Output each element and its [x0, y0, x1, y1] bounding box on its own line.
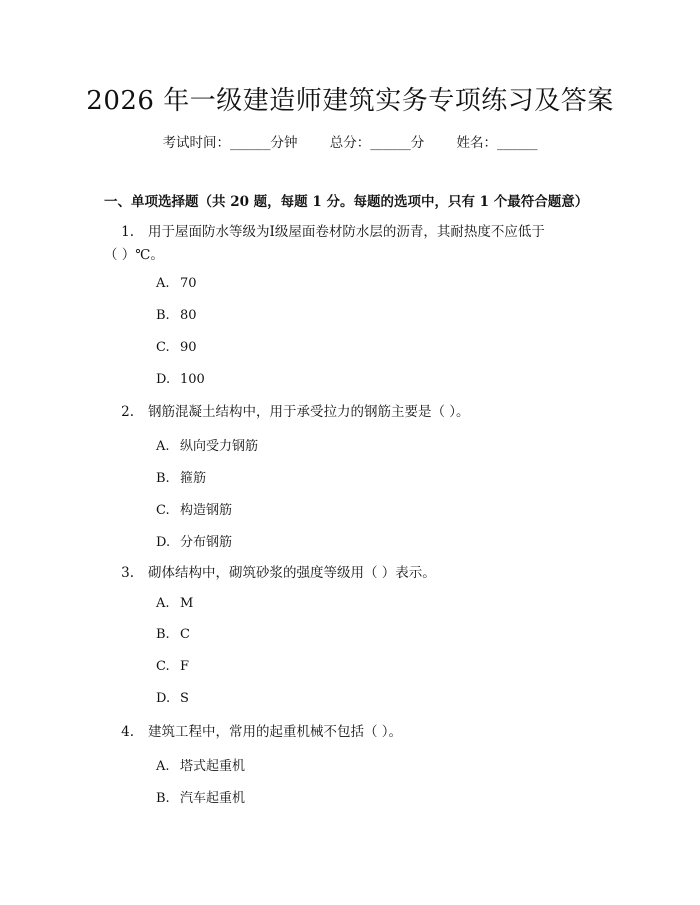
- question-1-continuation: （ ）℃。: [104, 247, 164, 263]
- option-text: 纵向受力钢筋: [180, 439, 259, 454]
- question-3: [104, 561, 594, 585]
- question-number: 4.: [121, 724, 134, 740]
- option-text: 构造钢筋: [180, 503, 233, 518]
- option-letter: B.: [156, 791, 170, 806]
- option-letter: D.: [156, 372, 171, 387]
- option-letter: B.: [156, 471, 170, 486]
- option-text: F: [180, 659, 190, 674]
- option-a[interactable]: [156, 755, 245, 774]
- option-letter: C.: [156, 503, 170, 518]
- option-text: 汽车起重机: [180, 791, 246, 806]
- option-text: S: [180, 691, 189, 706]
- exam-info: [0, 131, 700, 151]
- option-b[interactable]: [156, 787, 245, 806]
- option-text: 箍筋: [180, 471, 207, 486]
- option-d[interactable]: [156, 531, 232, 550]
- option-text: 分布钢筋: [180, 535, 233, 550]
- option-letter: A.: [156, 276, 170, 291]
- option-c[interactable]: [156, 499, 232, 518]
- option-letter: B.: [156, 627, 170, 642]
- option-c[interactable]: [156, 659, 189, 674]
- question-text: 砌体结构中，砌筑砂浆的强度等级用（ ）表示。: [148, 565, 436, 581]
- option-a[interactable]: [156, 596, 193, 611]
- option-d[interactable]: [156, 691, 189, 706]
- question-text: 用于屋面防水等级为Ⅰ级屋面卷材防水层的沥青，其耐热度不应低于: [148, 224, 545, 240]
- option-letter: A.: [156, 439, 170, 454]
- question-4: [104, 720, 594, 744]
- question-text: 钢筋混凝土结构中，用于承受拉力的钢筋主要是（ ）。: [148, 404, 470, 420]
- option-text: C: [180, 627, 190, 642]
- name-field: 姓名：______: [456, 135, 538, 151]
- option-b[interactable]: [156, 308, 197, 323]
- option-text: 70: [180, 276, 197, 291]
- option-letter: C.: [156, 659, 170, 674]
- option-text: 100: [180, 372, 205, 387]
- option-c[interactable]: [156, 340, 197, 355]
- option-text: M: [180, 596, 194, 611]
- option-letter: D.: [156, 535, 171, 550]
- question-2: [104, 400, 594, 424]
- total-score-field: 总分：______分: [329, 135, 425, 151]
- question-number: 1.: [121, 224, 134, 240]
- option-a[interactable]: [156, 435, 258, 454]
- option-b[interactable]: [156, 467, 206, 486]
- option-letter: A.: [156, 596, 170, 611]
- page-title: 2026 年一级建造师建筑实务专项练习及答案: [86, 86, 614, 116]
- option-d[interactable]: [156, 372, 205, 387]
- option-letter: A.: [156, 759, 170, 774]
- option-letter: B.: [156, 308, 170, 323]
- section-heading: 一、单项选择题（共 20 题，每题 1 分。每题的选项中，只有 1 个最符合题意）: [104, 194, 589, 210]
- question-number: 3.: [121, 565, 134, 581]
- option-letter: C.: [156, 340, 170, 355]
- exam-time-field: 考试时间：______分钟: [162, 135, 298, 151]
- question-1: [104, 220, 594, 244]
- option-text: 80: [180, 308, 197, 323]
- option-b[interactable]: [156, 627, 190, 642]
- question-number: 2.: [121, 404, 134, 420]
- option-text: 90: [180, 340, 197, 355]
- question-text: 建筑工程中，常用的起重机械不包括（ ）。: [148, 724, 403, 740]
- option-letter: D.: [156, 691, 171, 706]
- option-a[interactable]: [156, 276, 197, 291]
- option-text: 塔式起重机: [180, 759, 246, 774]
